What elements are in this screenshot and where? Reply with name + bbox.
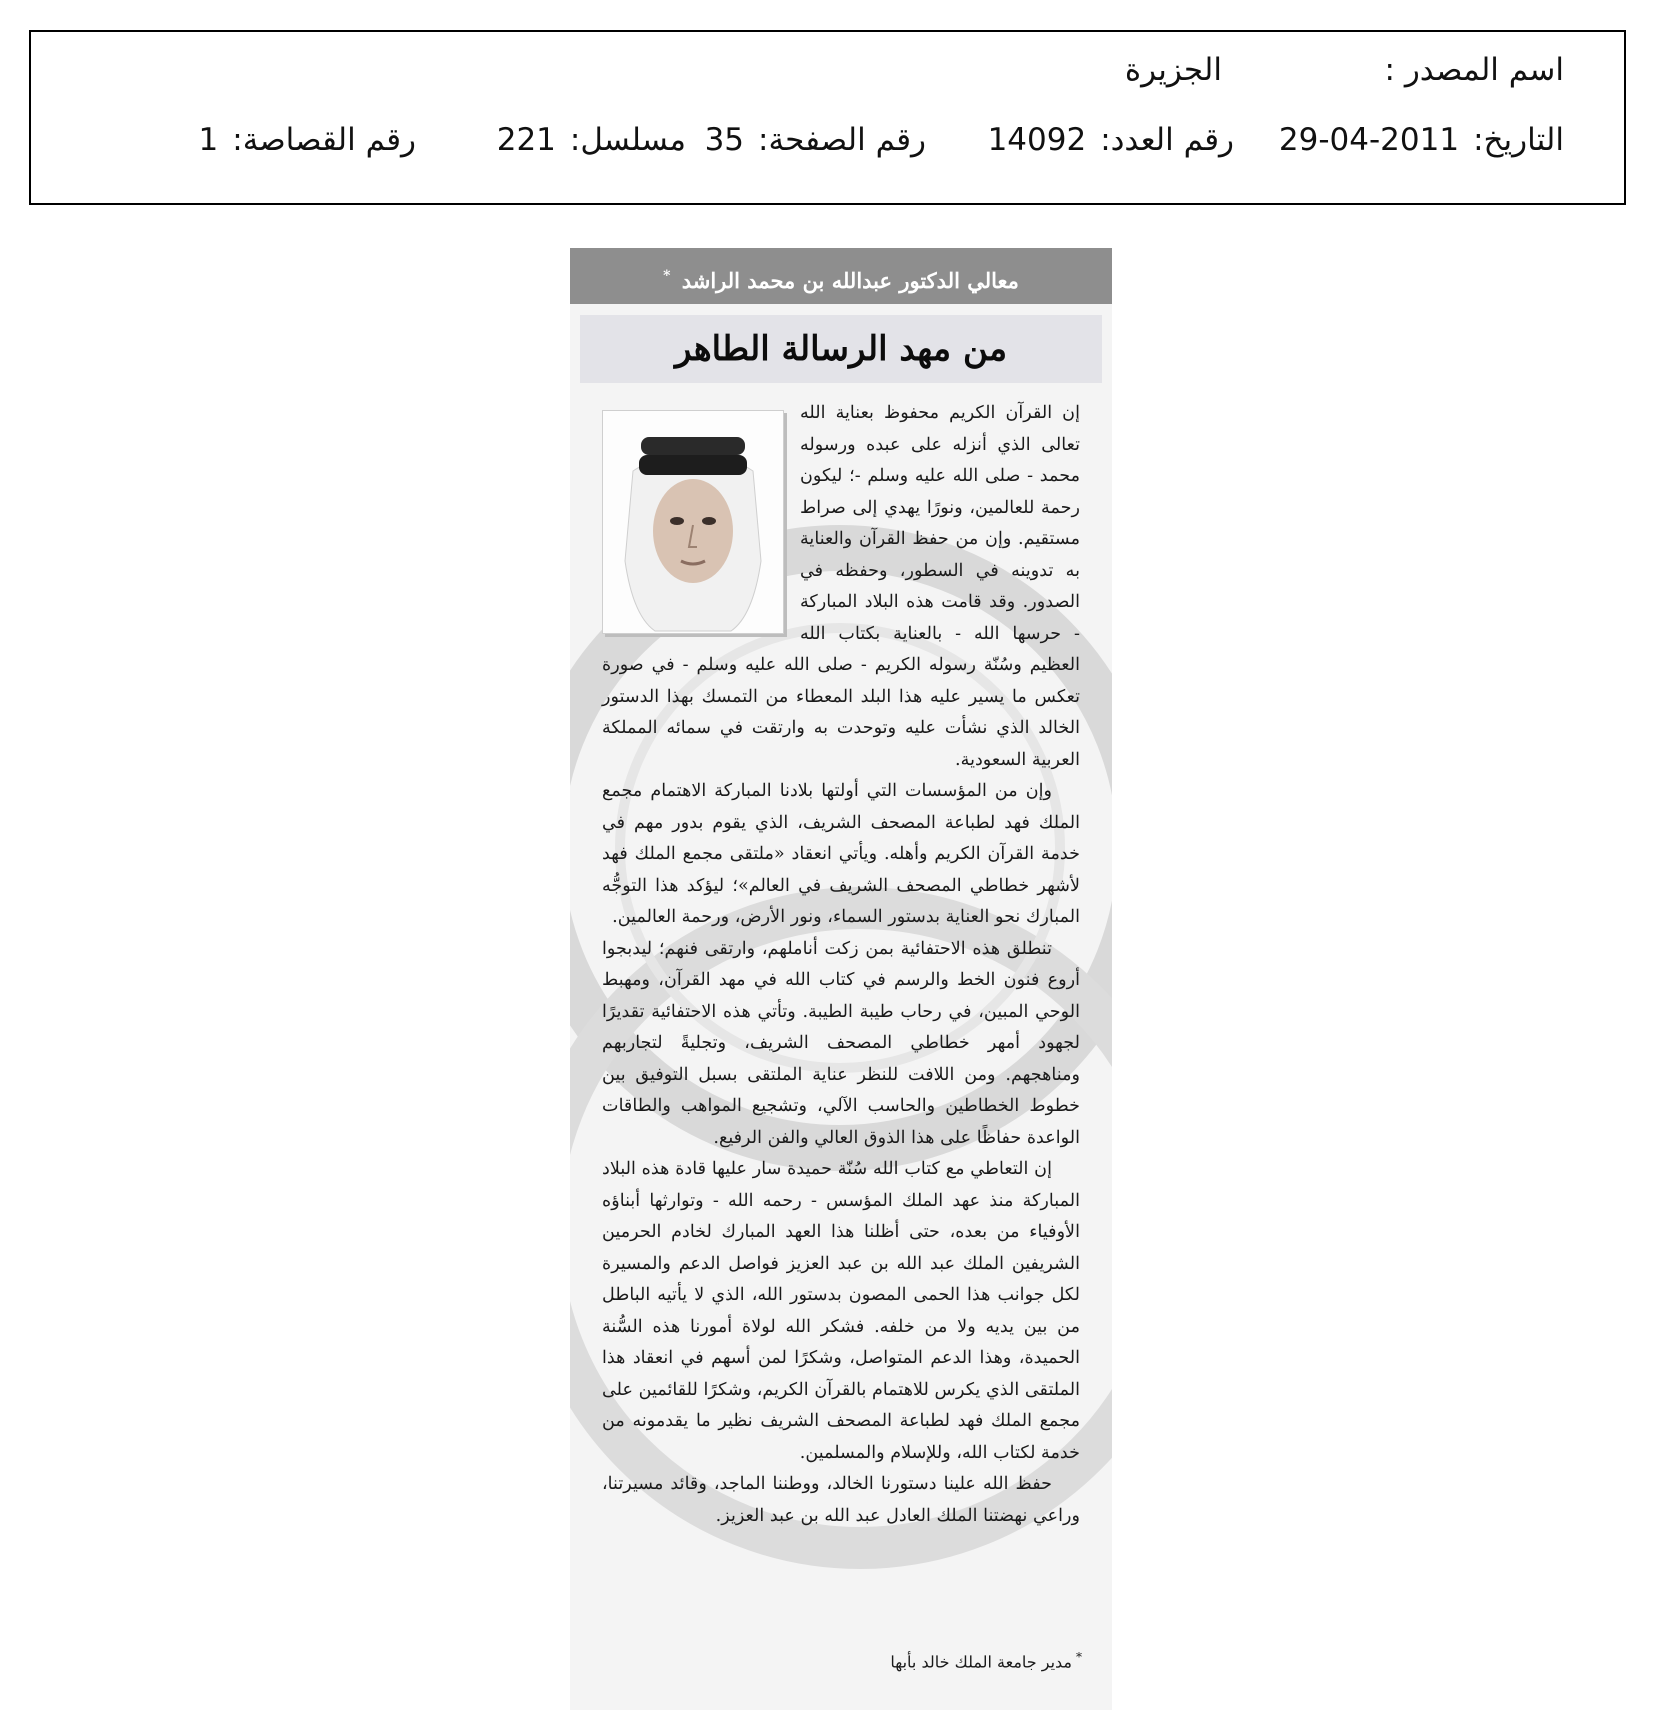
paragraph: تنطلق هذه الاحتفائية بمن زكت أناملهم، وارتقى فنهم؛ ليدبجوا أروع فنون الخط والرسم في كتاب الله في مهد القرآن، ومهبط الوحي المبين، في رحاب طيبة الطيبة. وتأتي هذه الاحتفائية تقديرًا لجهود أمهر خطاطي المصحف الشريف، وتجليةً لتجاربهم ومناهجهم. ومن اللافت للنظر عناية الملتقى بسبل التوفيق بين خطوط الخطاطين والحاسب الآلي، وتشجيع المواهب والطاقات الواعدة حفاظًا على هذا الذوق العالي والفن الرفيع. bbox=[602, 938, 1080, 1148]
author-photo bbox=[602, 410, 784, 634]
footnote-mark: * bbox=[1076, 1650, 1082, 1664]
paragraph: إن التعاطي مع كتاب الله سُنّة حميدة سار عليها قادة هذه البلاد المباركة منذ عهد الملك المؤسس - رحمه الله - وتوارثها أبناؤه الأوفياء من بعده، حتى أظلنا هذا العهد المبارك لخادم الحرمين الشريفين الملك عبد الله بن عبد العزيز فواصل الدعم والمسيرة لكل جوانب هذا الحمى المصون بدستور الله، الذي لا يأتيه الباطل من بين يديه ولا من خلفه. فشكر الله لولاة أمورنا هذه السُّنة الحميدة، وهذا الدعم المتواصل، وشكرًا لمن أسهم في انعقاد هذا الملتقى الذي يكرس للاهتمام بالقرآن الكريم، وشكرًا للقائمين على مجمع الملك فهد لطباعة المصحف الشريف نظير ما يقدمونه من خدمة لكتاب الله، وللإسلام والمسلمين. bbox=[602, 1159, 1080, 1463]
portrait-image bbox=[603, 411, 783, 633]
footnote-text: مدير جامعة الملك خالد بأبها bbox=[890, 1652, 1072, 1672]
clipping-metadata-box bbox=[29, 30, 1626, 205]
article-body bbox=[602, 398, 1080, 1532]
issue-label: رقم العدد: bbox=[1100, 122, 1234, 158]
author-mark: * bbox=[663, 268, 671, 284]
author-footnote bbox=[890, 1650, 1082, 1671]
page-field bbox=[705, 122, 926, 158]
clip-label: رقم القصاصة: bbox=[232, 122, 416, 158]
date-value: 29-04-2011 bbox=[1278, 122, 1460, 158]
date-label: التاريخ: bbox=[1473, 122, 1564, 158]
newspaper-clipping bbox=[570, 248, 1112, 1710]
paragraph: وإن من المؤسسات التي أولتها بلادنا المباركة الاهتمام مجمع الملك فهد لطباعة المصحف الشريف، الذي يقوم بدور مهم في خدمة القرآن الكريم وأهله. ويأتي انعقاد «ملتقى مجمع الملك فهد لأشهر خطاطي المصحف الشريف في العالم»؛ ليؤكد هذا التوجُّه المبارك نحو العناية بدستور السماء، ونور الأرض، ورحمة العالمين. bbox=[602, 781, 1080, 927]
issue-value: 14092 bbox=[987, 122, 1087, 158]
paragraph: إن القرآن الكريم محفوظ بعناية الله تعالى الذي أنزله على عبده ورسوله محمد - صلى الله عليه وسلم -؛ ليكون رحمة للعالمين، ونورًا يهدي إلى صراط مستقيم. وإن من حفظ القرآن والعناية به تدوينه في السطور، وحفظه في الصدور. وقد قامت هذه البلاد المباركة - حرسها الله - بالعناية بكتاب الله العظيم وسُنّة رسوله الكريم - صلى الله عليه وسلم - في صورة تعكس ما يسير عليه هذا البلد المعطاء من التمسك بهذا الدستور الخالد الذي نشأت عليه وتوحدت به وارتقت في سمائه المملكة العربية السعودية. bbox=[602, 403, 1080, 770]
source-value: الجزيرة bbox=[1124, 52, 1222, 88]
clip-value: 1 bbox=[198, 122, 219, 158]
source-value-field bbox=[1125, 52, 1222, 88]
source-field bbox=[1371, 52, 1564, 88]
serial-label: مسلسل: bbox=[569, 122, 686, 158]
issue-field bbox=[988, 122, 1234, 158]
source-label: اسم المصدر : bbox=[1384, 52, 1564, 88]
page-value: 35 bbox=[704, 122, 745, 158]
page-label: رقم الصفحة: bbox=[758, 122, 926, 158]
article-title: من مهد الرسالة الطاهر bbox=[580, 315, 1102, 383]
author-name: معالي الدكتور عبدالله بن محمد الراشد bbox=[681, 268, 1019, 293]
serial-field bbox=[497, 122, 686, 158]
serial-value: 221 bbox=[496, 122, 556, 158]
paragraph: حفظ الله علينا دستورنا الخالد، ووطننا الماجد، وقائد مسيرتنا، وراعي نهضتنا الملك العادل عبد الله بن عبد العزيز. bbox=[602, 1474, 1080, 1526]
date-field bbox=[1279, 122, 1564, 158]
clip-field bbox=[199, 122, 416, 158]
author-byline bbox=[570, 248, 1112, 304]
